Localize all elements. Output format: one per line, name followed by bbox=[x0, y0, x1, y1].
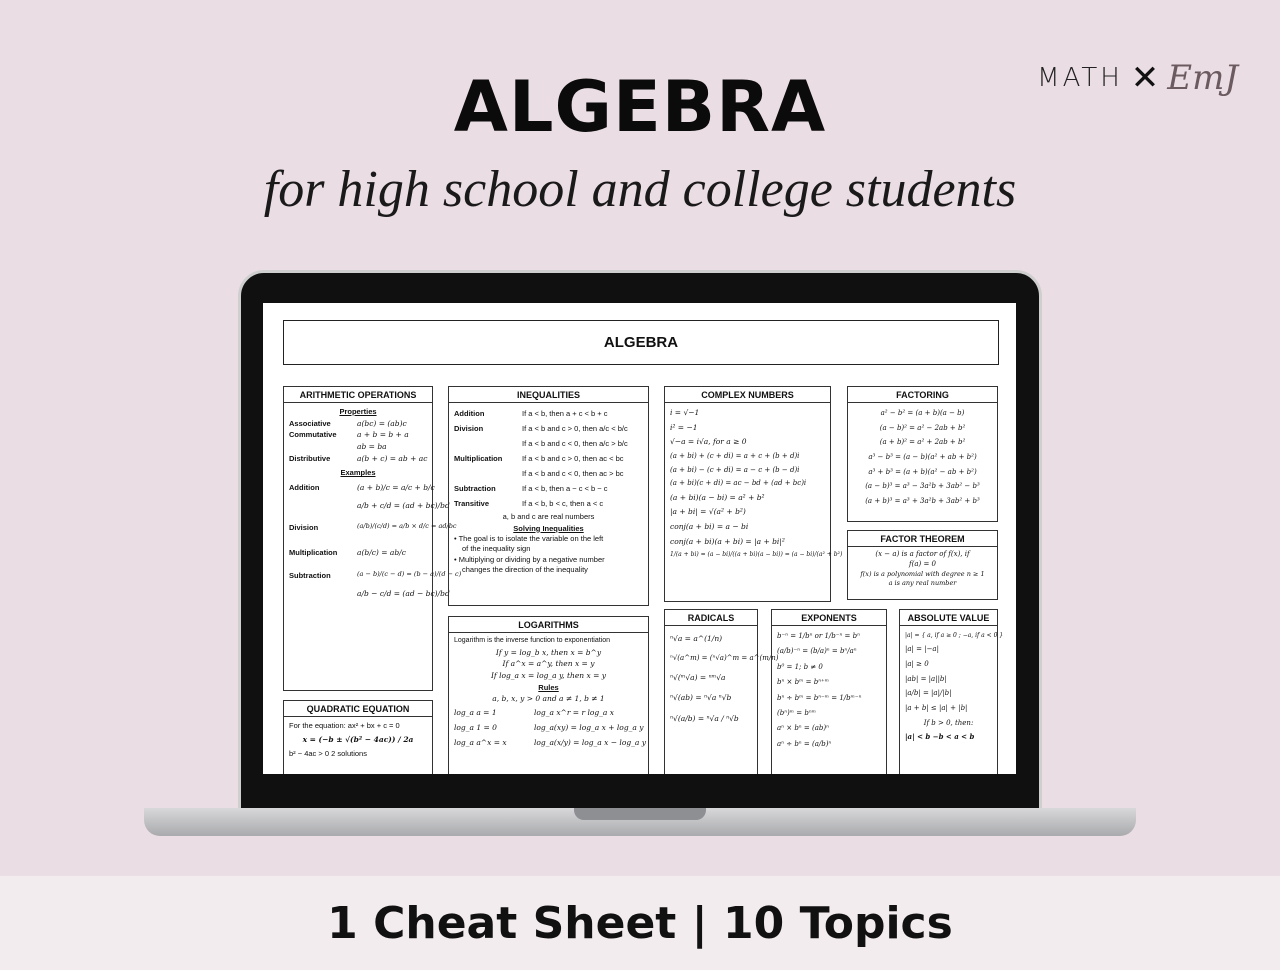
examples-label: Examples bbox=[340, 468, 376, 478]
factor-theorem-line: f(x) is a polynomial with degree n ≥ 1 bbox=[860, 569, 985, 578]
absolute-line: |a + b| ≤ |a| + |b| bbox=[905, 703, 968, 712]
example-row: a/b + c/d = (ad + bc)/bd bbox=[357, 500, 450, 510]
absolute-line: |a| = |−a| bbox=[905, 645, 939, 654]
complex-line: 1/(a + bi) = (a − bi)/((a + bi)(a − bi)) = (a − bi)/(a² + b²) bbox=[670, 551, 843, 559]
complex-line: (a + bi)(a − bi) = a² + b² bbox=[670, 492, 765, 502]
example-row: Division (a/b)/(c/d) = a/b × d/c = ad/bc bbox=[289, 521, 457, 532]
prop-row: Commutative a + b = b + a bbox=[289, 430, 409, 440]
radical-line: ⁿ√a = a^(1/n) bbox=[670, 634, 723, 643]
arithmetic-operations-box bbox=[283, 386, 462, 691]
factor-theorem-line: (x − a) is a factor of f(x), if bbox=[875, 550, 970, 558]
quadratic-line: For the equation: ax² + bx + c = 0 bbox=[289, 721, 400, 730]
complex-line: √−a = i√a, for a ≥ 0 bbox=[670, 437, 747, 447]
absolute-line: |a| < b −b < a < b bbox=[905, 732, 975, 742]
prop-row: ab = ba bbox=[357, 441, 387, 451]
quadratic-equation-box bbox=[283, 700, 433, 774]
absolute-line: |a| = { a, if a ≥ 0 ; −a, if a < 0 } bbox=[905, 632, 1004, 639]
inequality-row: If a < b and c < 0, then ac > bc bbox=[522, 469, 624, 478]
brand-math-text: MATH bbox=[1037, 63, 1123, 93]
inequality-bullet: of the inequality sign bbox=[462, 544, 531, 554]
inequality-row: Addition If a < b, then a + c < b + c bbox=[454, 409, 608, 418]
logarithms-box bbox=[448, 616, 649, 774]
complex-line: i = √−1 bbox=[670, 408, 700, 417]
factor-theorem-line: a is any real number bbox=[888, 578, 957, 587]
factoring-line: (a − b)² = a² − 2ab + b² bbox=[879, 423, 966, 432]
logarithms-heading: LOGARITHMS bbox=[449, 617, 648, 633]
radical-line: ⁿ√(a/b) = ⁿ√a / ⁿ√b bbox=[670, 713, 739, 723]
inequality-row: Subtraction If a < b, then a − c < b − c bbox=[454, 484, 608, 493]
hero-title: ALGEBRA bbox=[453, 66, 827, 148]
properties-label: Properties bbox=[339, 407, 377, 416]
log-line: If a^x = a^y, then x = y bbox=[502, 659, 595, 669]
factor-theorem-heading: FACTOR THEOREM bbox=[848, 531, 997, 547]
absolute-line: If b > 0, then: bbox=[923, 718, 974, 727]
solving-inequalities-label: Solving Inequalities bbox=[513, 523, 584, 533]
sheet-title: ALGEBRA bbox=[283, 320, 999, 365]
log-rule-row: log_a a^x = x log_a(x/y) = log_a x − log_a y bbox=[454, 737, 646, 747]
absolute-line: |ab| = |a||b| bbox=[905, 674, 947, 683]
inequalities-heading: INEQUALITIES bbox=[449, 387, 648, 403]
example-row: Addition (a + b)/c = a/c + b/c bbox=[289, 482, 435, 492]
complex-line: (a + bi) − (c + di) = a − c + (b − d)i bbox=[670, 465, 800, 474]
factoring-line: (a + b)³ = a³ + 3a²b + 3ab² + b³ bbox=[865, 497, 980, 506]
inequality-note: a, b and c are real numbers bbox=[502, 512, 595, 521]
log-rule-row: log_a a = 1 log_a x^r = r log_a x bbox=[454, 707, 614, 717]
factoring-line: a³ − b³ = (a − b)(a² + ab + b²) bbox=[868, 453, 977, 462]
footer-text: 1 Cheat Sheet | 10 Topics bbox=[327, 898, 953, 949]
log-line: If y = log_b x, then x = b^y bbox=[495, 647, 602, 657]
exponent-line: b⁻ⁿ = 1/bⁿ or 1/b⁻ⁿ = bⁿ bbox=[777, 632, 860, 640]
factor-theorem-line: f(a) = 0 bbox=[909, 559, 936, 568]
exponent-line: bⁿ ÷ bᵐ = bⁿ⁻ᵐ = 1/bᵐ⁻ⁿ bbox=[777, 693, 862, 702]
hero-subtitle: for high school and college students bbox=[263, 161, 1017, 218]
log-line: If log_a x = log_a y, then x = y bbox=[490, 671, 607, 681]
inequality-row: Transitive If a < b, b < c, then a < c bbox=[454, 499, 604, 508]
inequality-row: If a < b and c < 0, then a/c > b/c bbox=[522, 439, 628, 448]
inequality-bullet: • Multiplying or dividing by a negative number bbox=[454, 554, 605, 564]
example-row: Multiplication a(b/c) = ab/c bbox=[289, 548, 406, 558]
exponents-heading: EXPONENTS bbox=[772, 610, 886, 626]
inequality-bullet: changes the direction of the inequality bbox=[462, 564, 588, 574]
factoring-line: (a − b)³ = a³ − 3a²b + 3ab² − b³ bbox=[865, 482, 980, 491]
factor-theorem-box bbox=[847, 530, 998, 600]
factoring-heading: FACTORING bbox=[848, 387, 997, 403]
factoring-box bbox=[847, 386, 998, 522]
log-rule-row: log_a 1 = 0 log_a(xy) = log_a x + log_a y bbox=[454, 722, 644, 732]
absolute-heading: ABSOLUTE VALUE bbox=[900, 610, 997, 626]
absolute-line: |a/b| = |a|/|b| bbox=[905, 689, 952, 698]
brand-logo bbox=[1037, 58, 1238, 98]
arithmetic-heading: ARITHMETIC OPERATIONS bbox=[284, 387, 432, 403]
inequality-row: Multiplication If a < b and c > 0, then ac < bc bbox=[454, 454, 624, 463]
inequalities-box bbox=[448, 386, 649, 606]
complex-line: conj(a + bi) = a − bi bbox=[670, 522, 749, 532]
factoring-line: a² − b² = (a + b)(a − b) bbox=[880, 409, 965, 417]
exponent-line: aⁿ ÷ bⁿ = (a/b)ⁿ bbox=[777, 739, 832, 748]
complex-numbers-box bbox=[664, 386, 843, 602]
complex-line: i² = −1 bbox=[670, 422, 698, 432]
factoring-line: a³ + b³ = (a + b)(a² − ab + b²) bbox=[868, 467, 977, 476]
exponent-line: aⁿ × bⁿ = (ab)ⁿ bbox=[777, 724, 829, 733]
example-row: a/b − c/d = (ad − bc)/bd bbox=[357, 589, 450, 599]
factoring-line: (a + b)² = a² + 2ab + b² bbox=[879, 438, 966, 447]
exponent-line: bⁿ × bᵐ = bⁿ⁺ᵐ bbox=[777, 678, 830, 687]
quadratic-formula: x = (−b ± √(b² − 4ac)) / 2a bbox=[302, 734, 414, 744]
rules-label: Rules bbox=[538, 682, 559, 692]
log-line: Logarithm is the inverse function to exponentiation bbox=[454, 637, 611, 644]
laptop-notch bbox=[574, 808, 706, 820]
inequality-bullet: • The goal is to isolate the variable on the left bbox=[454, 534, 604, 544]
radicals-box bbox=[664, 609, 779, 774]
exponent-line: (bⁿ)ᵐ = bⁿᵐ bbox=[777, 708, 816, 717]
prop-row: Distributive a(b + c) = ab + ac bbox=[289, 453, 428, 463]
inequality-row: Division If a < b and c > 0, then a/c < b/c bbox=[454, 424, 628, 433]
absolute-value-box bbox=[899, 609, 1004, 774]
complex-line: conj(a + bi)(a + bi) = |a + bi|² bbox=[670, 536, 785, 546]
laptop-screen bbox=[263, 303, 1016, 774]
prop-row: Associative a(bc) = (ab)c bbox=[289, 418, 407, 428]
complex-line: (a + bi) + (c + di) = a + c + (b + d)i bbox=[670, 451, 800, 460]
rules-note: a, b, x, y > 0 and a ≠ 1, b ≠ 1 bbox=[492, 694, 605, 704]
exponents-box bbox=[771, 609, 887, 774]
absolute-line: |a| ≥ 0 bbox=[905, 659, 929, 668]
exponent-line: (a/b)⁻ⁿ = (b/a)ⁿ = bⁿ/aⁿ bbox=[777, 647, 857, 656]
complex-line: |a + bi| = √(a² + b²) bbox=[670, 507, 746, 517]
example-row: Subtraction (a − b)/(c − d) = (b − a)/(d − c) bbox=[289, 569, 462, 580]
radical-line: ⁿ√(ᵐ√a) = ⁿᵐ√a bbox=[670, 673, 726, 683]
quadratic-heading: QUADRATIC EQUATION bbox=[284, 701, 432, 717]
complex-heading: COMPLEX NUMBERS bbox=[665, 387, 830, 403]
exponent-line: b⁰ = 1; b ≠ 0 bbox=[777, 662, 823, 671]
complex-line: (a + bi)(c + di) = ac − bd + (ad + bc)i bbox=[670, 479, 807, 488]
radicals-heading: RADICALS bbox=[665, 610, 757, 626]
radical-line: ⁿ√(a^m) = (ⁿ√a)^m = a^(m/n) bbox=[670, 654, 779, 663]
brand-signature: EmJ bbox=[1167, 58, 1238, 98]
brand-x-icon: ✕ bbox=[1130, 58, 1160, 98]
radical-line: ⁿ√(ab) = ⁿ√a ⁿ√b bbox=[670, 693, 732, 703]
quadratic-line: b² − 4ac > 0 2 solutions bbox=[289, 749, 367, 759]
